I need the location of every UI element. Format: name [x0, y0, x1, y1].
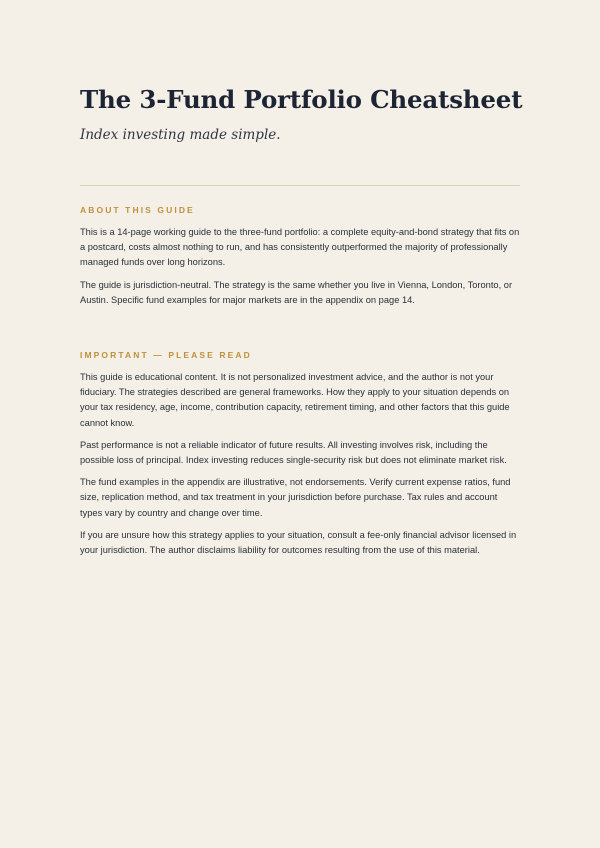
- document-subtitle: Index investing made simple.: [80, 127, 281, 143]
- paragraph: If you are unsure how this strategy applies to your situation, consult a fee-only financial advisor licensed in your jurisdiction. The author disclaims liability for outcomes resulting from the use of this material.: [80, 529, 517, 556]
- section-important-please-read: [80, 349, 520, 565]
- section-heading: IMPORTANT — PLEASE READ: [80, 350, 252, 360]
- document-title: The 3-Fund Portfolio Cheatsheet: [80, 85, 523, 114]
- paragraph: Past performance is not a reliable indicator of future results. All investing involves risk, including the possible loss of principal. Index investing reduces single-security risk but does not eliminate market risk.: [80, 439, 507, 466]
- divider-rule: [80, 185, 520, 186]
- paragraph: This is a 14-page working guide to the three-fund portfolio: a complete equity-and-bond strategy that fits on a postcard, costs almost nothing to run, and has consistently outperformed the majority of professionally managed funds over long horizons.: [80, 227, 520, 268]
- paragraph: This guide is educational content. It is not personalized investment advice, and the author is not your fiduciary. The strategies described are general frameworks. How they apply to your situation depends on your tax residency, age, income, contribution capacity, retirement timing, and other factors that this guide cannot know.: [80, 372, 510, 428]
- section-about-this-guide: [80, 204, 520, 315]
- paragraph: The fund examples in the appendix are illustrative, not endorsements. Verify current expense ratios, fund size, replication method, and tax treatment in your jurisdiction before purchase. Tax rules and account types vary by country and change over time.: [80, 477, 511, 518]
- section-heading: ABOUT THIS GUIDE: [80, 205, 195, 215]
- paragraph: The guide is jurisdiction-neutral. The strategy is the same whether you live in Vienna, London, Toronto, or Austin. Specific fund examples for major markets are in the appendix on page 14.: [80, 279, 513, 305]
